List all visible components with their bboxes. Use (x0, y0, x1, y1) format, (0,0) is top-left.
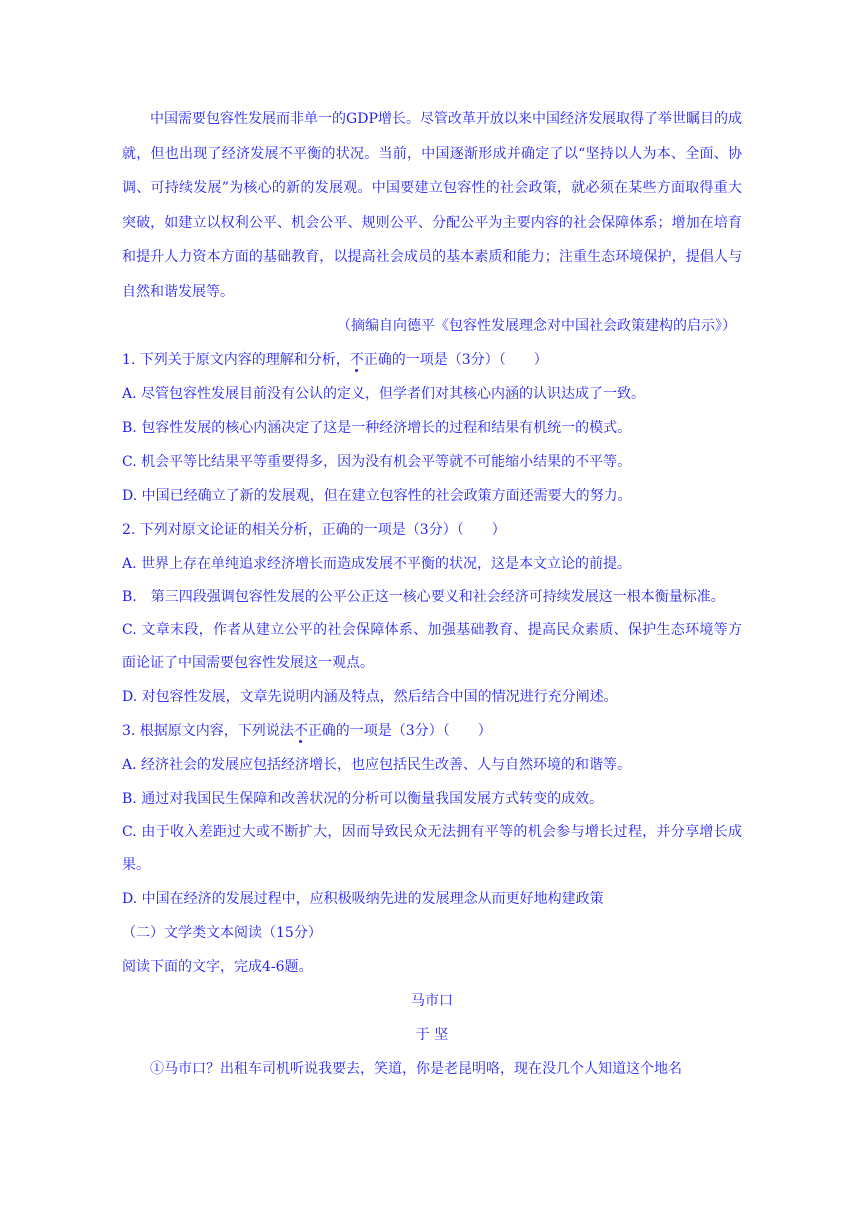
question-3-option-d: D. 中国在经济的发展过程中，应积极吸纳先进的发展理念从而更好地构建政策 (122, 891, 604, 907)
question-2-option-c: C. 文章末段，作者从建立公平的社会保障体系、加强基础教育、提高民众素质、保护生态环境等方面论证了中国需要包容性发展这一观点。 (122, 622, 742, 671)
emphasis-dot-char: 不 (293, 723, 308, 739)
question-3-stem: 3. 根据原文内容，下列说法不正确的一项是（3分）（ ） (122, 723, 492, 739)
story-first-line: ①马市口？出租车司机听说我要去，笑道，你是老昆明咯，现在没几个人知道这个地名 (150, 1061, 682, 1077)
document-page (122, 102, 742, 1087)
question-1-stem: 1. 下列关于原文内容的理解和分析，不正确的一项是（3分）（ ） (122, 352, 548, 368)
question-2-option-b: B. 第三四段强调包容性发展的公平公正这一核心要义和社会经济可持续发展这一根本衡量标准。 (122, 589, 725, 605)
question-2-stem: 2. 下列对原文论证的相关分析，正确的一项是（3分）（ ） (122, 522, 506, 538)
question-3-option-c: C. 由于收入差距过大或不断扩大，因而导致民众无法拥有平等的机会参与增长过程，并分享增长成果。 (122, 824, 742, 873)
passage-paragraph: 中国需要包容性发展而非单一的GDP增长。尽管改革开放以来中国经济发展取得了举世瞩目的成就，但也出现了经济发展不平衡的状况。当前，中国逐渐形成并确定了以“坚持以人为本、全面、协调、可持续发展”为核心的新的发展观。中国要建立包容性的社会政策，就必须在某些方面取得重大突破，如建立以权利公平、机会公平、规则公平、分配公平为主要内容的社会保障体系；增加在培育和提升人力资本方面的基础教育，以提高社会成员的基本素质和能力；注重生态环境保护，提倡人与自然和谐发展等。 (122, 111, 742, 300)
story-author: 于 坚 (415, 1027, 449, 1043)
passage-source: （摘编自向德平《包容性发展理念对中国社会政策建构的启示》） (337, 318, 736, 334)
question-2-option-a: A. 世界上存在单纯追求经济增长而造成发展不平衡的状况，这是本文立论的前提。 (122, 556, 632, 572)
question-1-option-c: C. 机会平等比结果平等重要得多，因为没有机会平等就不可能缩小结果的不平等。 (122, 454, 632, 470)
question-1-option-b: B. 包容性发展的核心内涵决定了这是一种经济增长的过程和结果有机统一的模式。 (122, 420, 632, 436)
story-title: 马市口 (411, 993, 453, 1009)
emphasis-dot-char: 不 (349, 352, 364, 368)
question-3-option-b: B. 通过对我国民生保障和改善状况的分析可以衡量我国发展方式转变的成效。 (122, 791, 604, 807)
section-heading: （二）文学类文本阅读（15分） (122, 925, 322, 941)
section-instruction: 阅读下面的文字，完成4-6题。 (122, 959, 313, 975)
question-1-option-d: D. 中国已经确立了新的发展观，但在建立包容性的社会政策方面还需要大的努力。 (122, 488, 632, 504)
question-2-option-d: D. 对包容性发展，文章先说明内涵及特点，然后结合中国的情况进行充分阐述。 (122, 689, 618, 705)
question-1-option-a: A. 尽管包容性发展目前没有公认的定义，但学者们对其核心内涵的认识达成了一致。 (122, 386, 646, 402)
question-3-option-a: A. 经济社会的发展应包括经济增长，也应包括民生改善、人与自然环境的和谐等。 (122, 757, 632, 773)
